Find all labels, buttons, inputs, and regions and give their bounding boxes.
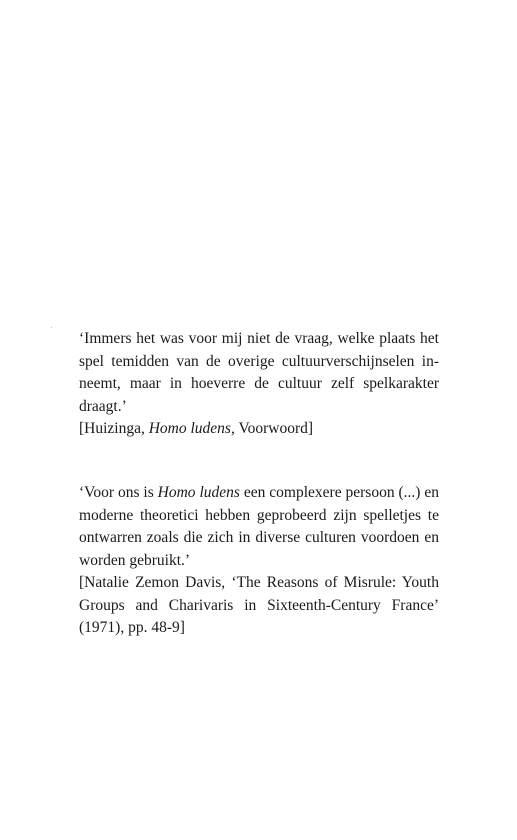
epigraph-huizinga <box>79 328 439 441</box>
source-suffix: , Voorwoord] <box>230 420 314 437</box>
epigraph-source: [Natalie Zemon Davis, ‘The Reasons of Misrule: Youth Groups and Charivaris in Sixteenth-Century France’ (1971), pp. 48-9] <box>79 574 439 636</box>
source-prefix: [Huizinga, <box>79 420 149 437</box>
source-title: Homo ludens <box>148 420 231 437</box>
quote-part-after: een complexere persoon (...) en moderne theoretici hebben geprobeerd zijn spelletjes te ontwarren zoals die zich in diverse culturen voordoen en worden gebruikt.’ <box>79 484 439 569</box>
epigraph-quote: ‘Immers het was voor mij niet de vraag, welke plaats het spel temidden van de overige cultuurverschijnselen inneemt, maar in hoeverre de cultuur zelf spelkarakter draagt.’ <box>79 330 439 415</box>
quote-title: Homo ludens <box>157 484 240 501</box>
page-speck <box>51 327 52 328</box>
epigraph-quote <box>79 482 439 572</box>
epigraph-davis <box>79 482 439 640</box>
epigraph-source <box>79 418 439 441</box>
quote-part-before: ‘Voor ons is <box>79 484 158 501</box>
